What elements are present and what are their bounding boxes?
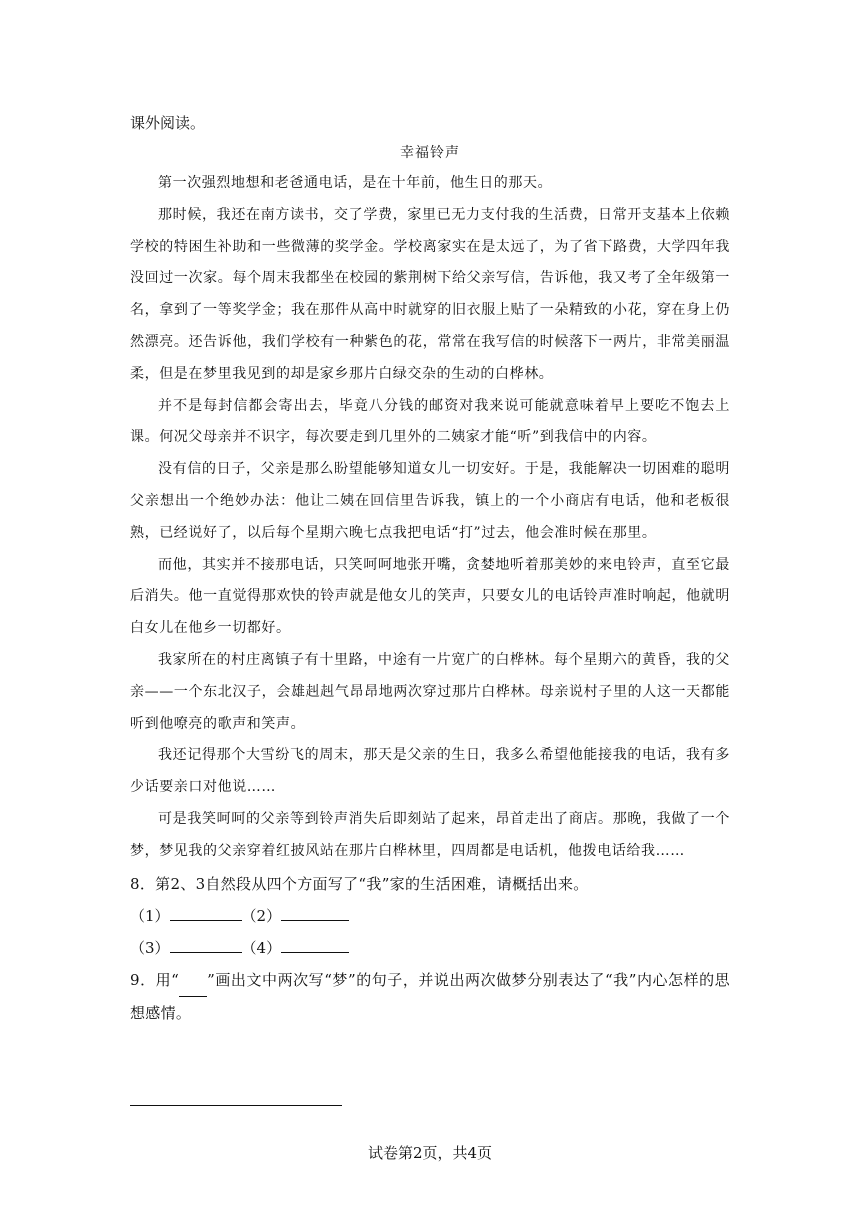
- answer-blank-2[interactable]: [281, 902, 349, 921]
- article-paragraph: 并不是每封信都会寄出去，毕竟八分钱的邮资对我来说可能就意味着早上要吃不饱去上课。何况父母亲并不识字，每次要走到几里外的二姨家才能“听”到我信中的内容。: [130, 397, 730, 446]
- article-paragraph: 我还记得那个大雪纷飞的周末，那天是父亲的生日，我多么希望他能接我的电话，我有多少话要亲口对他说……: [130, 747, 730, 796]
- article-paragraph: 第一次强烈地想和老爸通电话，是在十年前，他生日的那天。: [158, 175, 553, 191]
- answer-blank-1[interactable]: [170, 902, 242, 921]
- question-8-answer-row-2: [130, 932, 730, 964]
- article-paragraph: 而他，其实并不接那电话，只笑呵呵地张开嘴，贪婪地听着那美妙的来电铃声，直至它最后消失。他一直觉得那欢快的铃声就是他女儿的笑声，只要女儿的电话铃声准时响起，他就明白女儿在他乡一切都好。: [130, 556, 730, 637]
- question-9-suffix: ”画出文中两次写“梦”的句子，并说出两次做梦分别表达了“我”内心怎样的思想感情。: [130, 970, 730, 1022]
- article-paragraph: 我家所在的村庄离镇子有十里路，中途有一片宽广的白桦林。每个星期六的黄昏，我的父亲——一个东北汉子，会雄赳赳气昂昂地两次穿过那片白桦林。母亲说村子里的人这一天都能听到他嘹亮的歌声和笑声。: [130, 651, 730, 732]
- question-8: 8．第2、3自然段从四个方面写了“我”家的生活困难，请概括出来。: [130, 874, 589, 893]
- question-9: [130, 964, 730, 1029]
- question-9-prefix: 9．用“: [130, 970, 180, 989]
- article-title: 幸福铃声: [400, 145, 460, 161]
- blank-label: （3）: [130, 938, 170, 957]
- answer-blank-4[interactable]: [281, 934, 349, 953]
- answer-blank-3[interactable]: [170, 934, 242, 953]
- article-paragraph: 那时候，我还在南方读书，交了学费，家里已无力支付我的生活费，日常开支基本上依赖学校的特困生补助和一些微薄的奖学金。学校离家实在是太远了，为了省下路费，大学四年我没回过一次家。每个周末我都坐在校园的紫荆树下给父亲写信，告诉他，我又考了全年级第一名，拿到了一等奖学金；我在那件从高中时就穿的旧衣服上贴了一朵精致的小花，穿在身上仍然漂亮。还告诉他，我们学校有一种紫色的花，常常在我写信的时候落下一两片，非常美丽温柔，但是在梦里我见到的却是家乡那片白绿交杂的生动的白桦林。: [130, 206, 730, 382]
- answer-line-question-9[interactable]: [130, 1105, 342, 1106]
- blank-label: （2）: [241, 906, 282, 925]
- page-content: [130, 108, 730, 1029]
- question-8-answer-row-1: [130, 900, 730, 932]
- underline-mark: [179, 964, 207, 997]
- page-footer: 试卷第2页，共4页: [367, 1144, 493, 1162]
- article-paragraph: 可是我笑呵呵的父亲等到铃声消失后即刻站了起来，昂首走出了商店。那晚，我做了一个梦，梦见我的父亲穿着红披风站在那片白桦林里，四周都是电话机，他拨电话给我……: [130, 810, 730, 859]
- blank-label: （4）: [241, 938, 282, 957]
- article-paragraph: 没有信的日子，父亲是那么盼望能够知道女儿一切安好。于是，我能解决一切困难的聪明父亲想出一个绝妙办法：他让二姨在回信里告诉我，镇上的一个小商店有电话，他和老板很熟，已经说好了，以后每个星期六晚七点我把电话“打”过去，他会准时候在那里。: [130, 461, 730, 541]
- blank-label: （1）: [130, 906, 170, 925]
- section-intro: 课外阅读。: [130, 114, 206, 132]
